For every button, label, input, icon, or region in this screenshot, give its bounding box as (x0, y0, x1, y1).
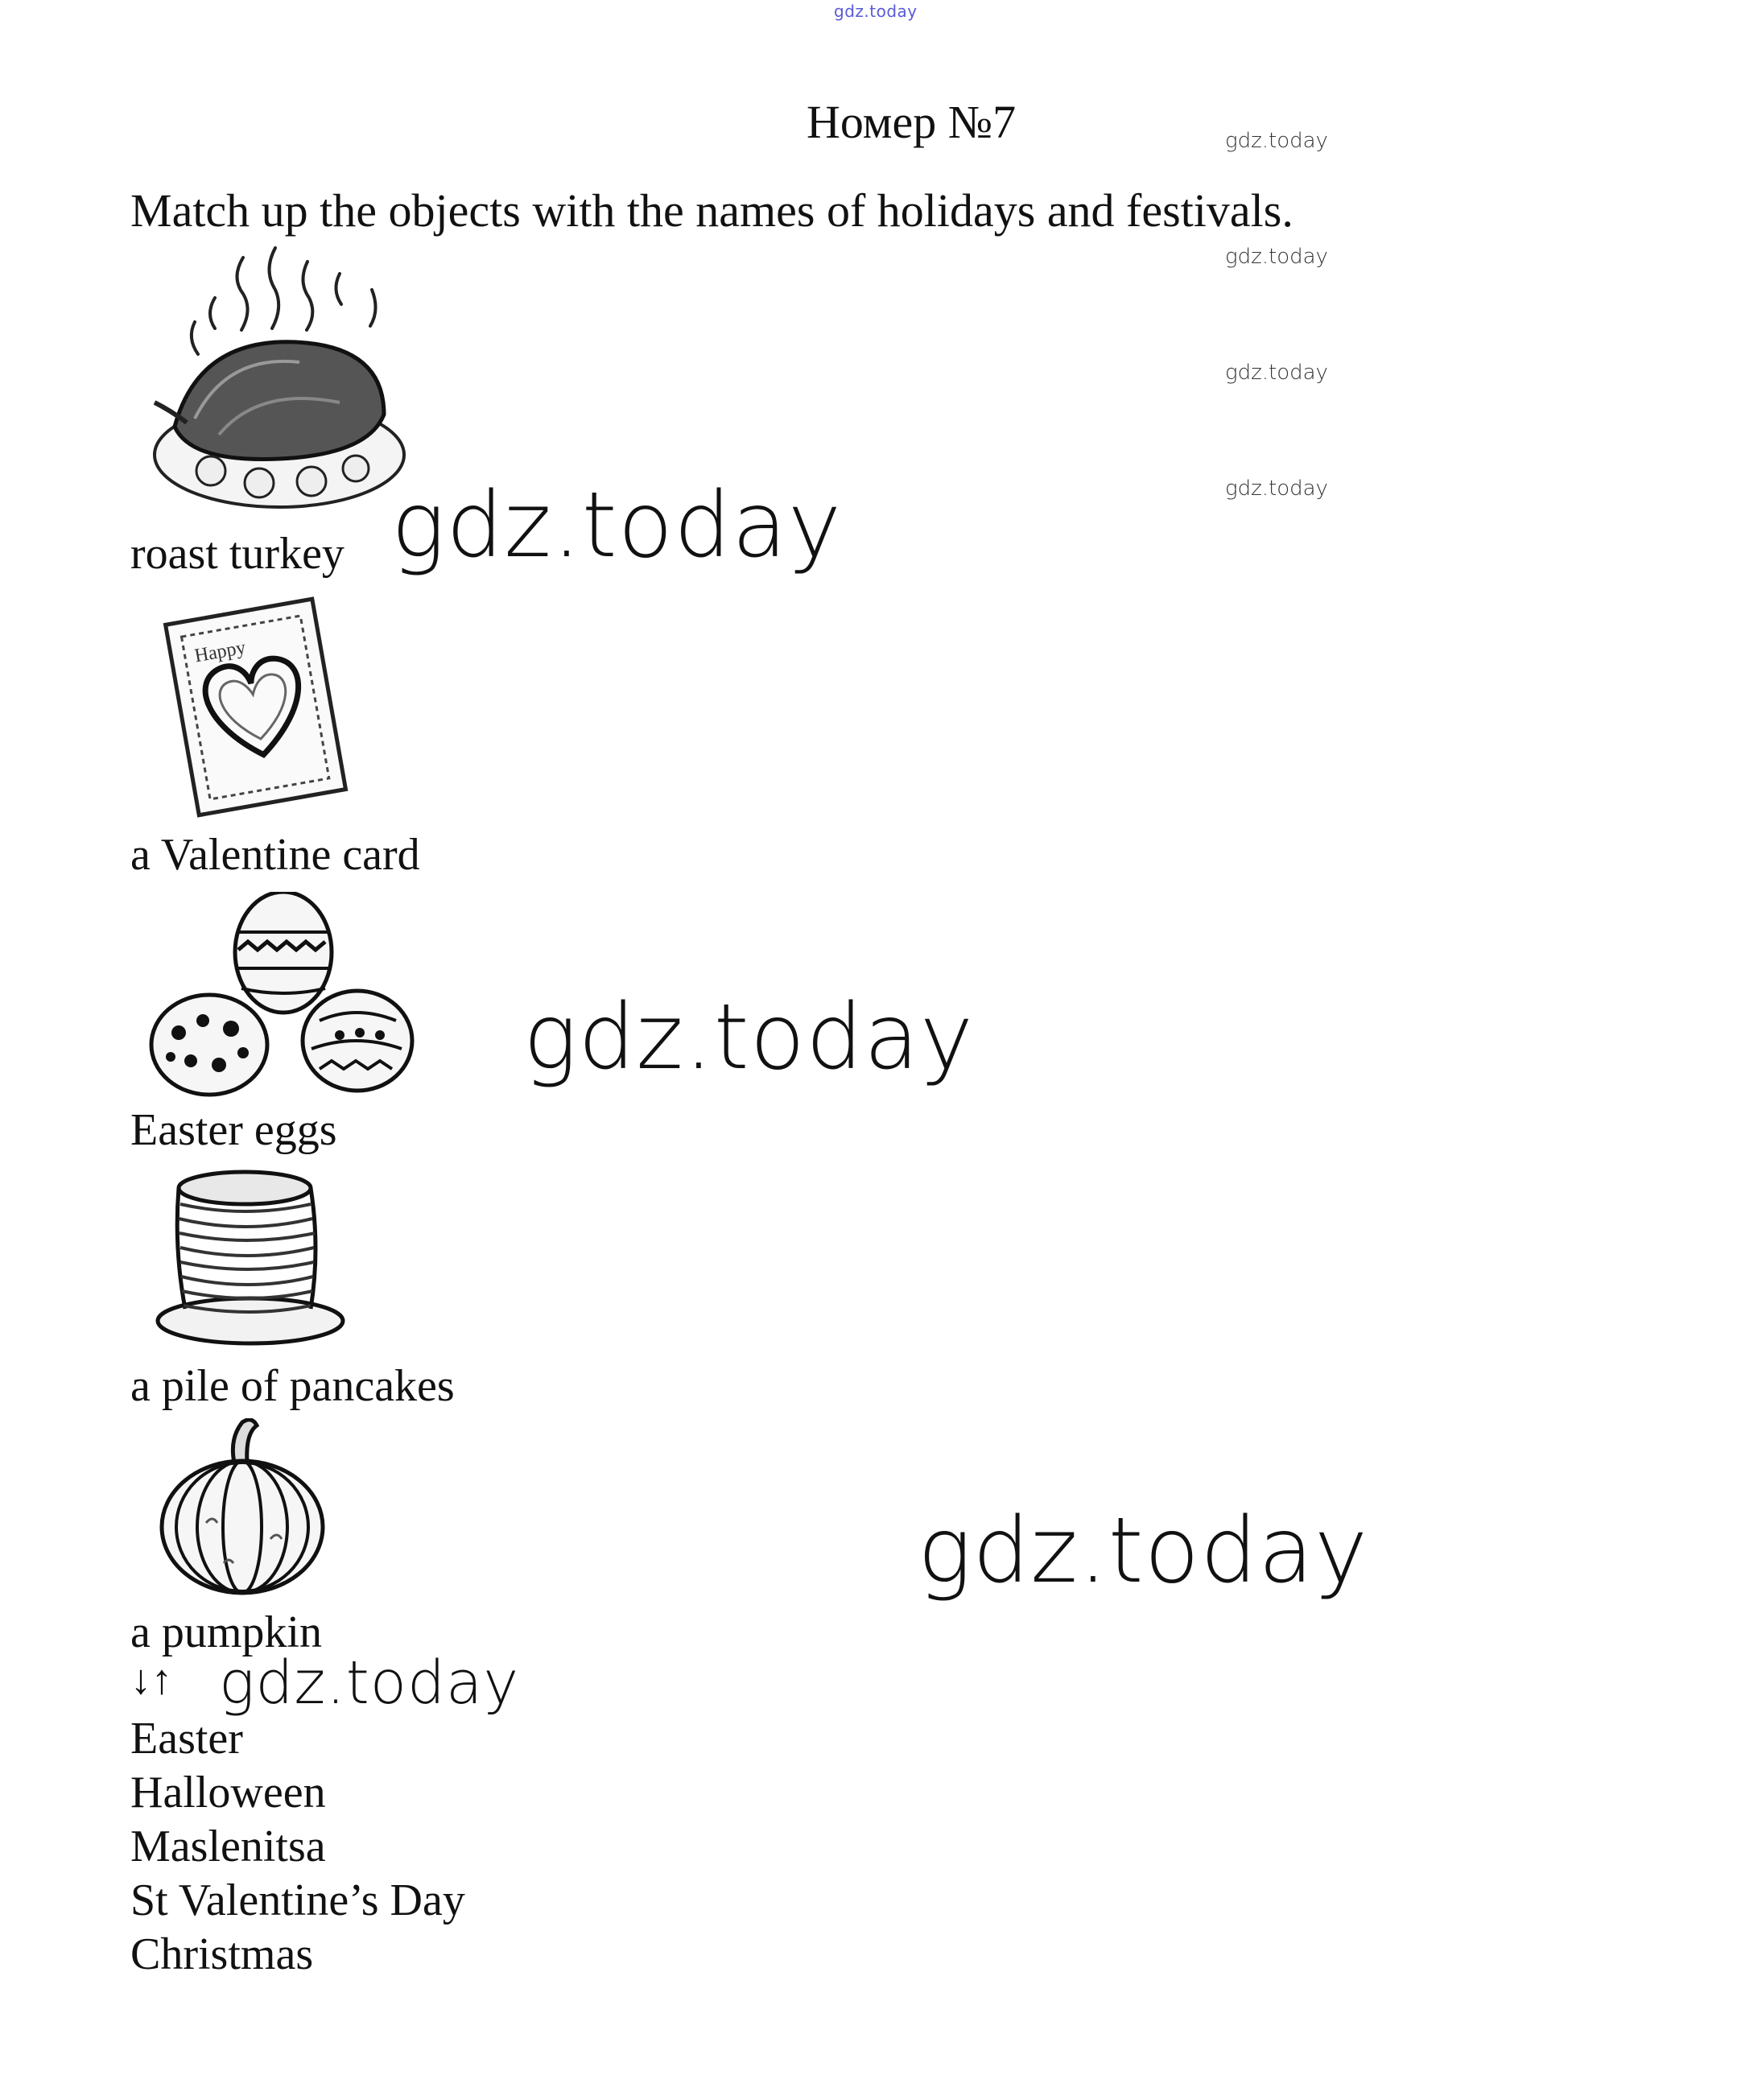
watermark: gdz.today (1225, 245, 1328, 269)
watermark: gdz.today (918, 1499, 1369, 1603)
holiday-item: Maslenitsa (130, 1822, 326, 1871)
object-label: roast turkey (130, 529, 345, 579)
easter-eggs-icon (146, 892, 428, 1109)
holiday-item: Easter (130, 1714, 243, 1764)
swap-arrows-icon: ↓↑ (130, 1657, 172, 1703)
roast-turkey-icon (138, 241, 412, 523)
watermark: gdz.today (391, 473, 843, 578)
watermark: gdz.today (1225, 477, 1328, 501)
page-title: Номер №7 (807, 96, 1017, 148)
object-label: a Valentine card (130, 830, 420, 880)
object-label: Easter eggs (130, 1105, 337, 1155)
object-label: a pumpkin (130, 1607, 322, 1657)
watermark: gdz.today (219, 1648, 520, 1718)
top-site-link[interactable]: gdz.today (834, 2, 918, 21)
watermark: gdz.today (1225, 129, 1328, 153)
holiday-item: St Valentine’s Day (130, 1875, 465, 1925)
holiday-item: Christmas (130, 1929, 314, 1979)
watermark: gdz.today (523, 985, 975, 1090)
task-instruction: Match up the objects with the names of holidays and festivals. (130, 184, 1293, 237)
valentine-card-icon (153, 594, 362, 819)
pumpkin-icon (150, 1418, 335, 1603)
pancakes-icon (150, 1164, 351, 1349)
holiday-item: Halloween (130, 1768, 326, 1817)
svg-text:Happy: Happy (192, 637, 248, 667)
watermark: gdz.today (1225, 361, 1328, 385)
object-label: a pile of pancakes (130, 1361, 455, 1411)
